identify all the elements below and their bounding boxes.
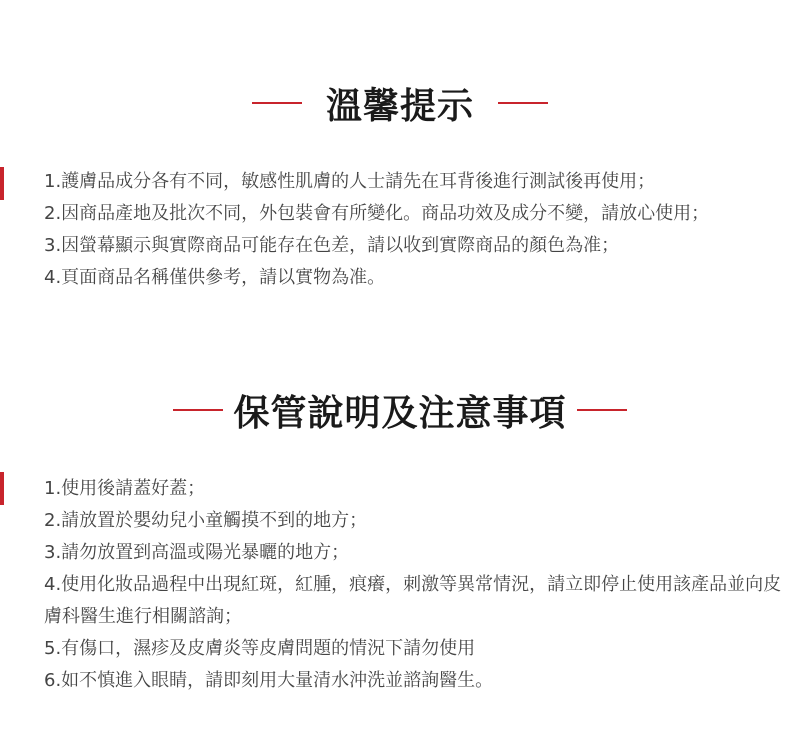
storage-item-3: 3.請勿放置到高溫或陽光暴曬的地方； (44, 542, 350, 563)
storage-heading (0, 384, 800, 436)
tips-item-1: 1.護膚品成分各有不同，敏感性肌膚的人士請先在耳背後進行測試後再使用； (44, 171, 656, 192)
tips-title: 溫馨提示 (325, 85, 474, 127)
storage-side-marker (0, 472, 4, 505)
heading-rule-right (577, 409, 627, 411)
storage-item-4: 4.使用化妝品過程中出現紅斑，紅腫，痕癢，刺激等異常情況，請立即停止使用該產品並向皮膚科醫生進行相關諮詢； (44, 574, 782, 627)
storage-item-5: 5.有傷口，濕疹及皮膚炎等皮膚問題的情況下請勿使用 (44, 638, 476, 659)
tips-side-marker (0, 167, 4, 200)
storage-item-6: 6.如不慎進入眼睛，請即刻用大量清水沖洗並諮詢醫生。 (44, 670, 494, 691)
heading-rule-left (173, 409, 223, 411)
tips-list (44, 166, 784, 294)
storage-title: 保管說明及注意事項 (233, 392, 567, 434)
tips-item-2: 2.因商品產地及批次不同，外包裝會有所變化。商品功效及成分不變，請放心使用； (44, 203, 710, 224)
storage-list (44, 473, 784, 697)
heading-rule-left (252, 102, 302, 104)
tips-heading (0, 78, 800, 128)
heading-rule-right (498, 102, 548, 104)
tips-item-4: 4.頁面商品名稱僅供參考，請以實物為准。 (44, 267, 386, 288)
storage-item-2: 2.請放置於嬰幼兒小童觸摸不到的地方； (44, 510, 368, 531)
tips-item-3: 3.因螢幕顯示與實際商品可能存在色差，請以收到實際商品的顏色為准； (44, 235, 620, 256)
storage-item-1: 1.使用後請蓋好蓋； (44, 478, 206, 499)
